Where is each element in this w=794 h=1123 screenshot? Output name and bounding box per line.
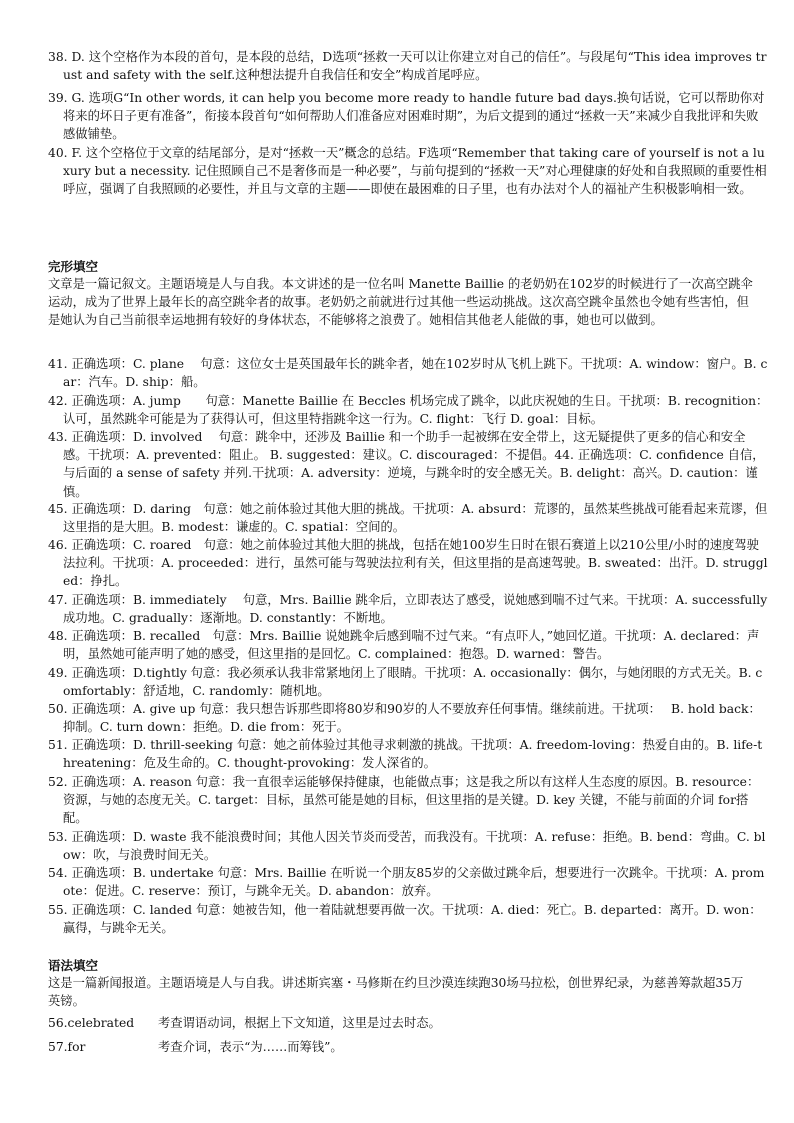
cloze-heading: 完形填空 (48, 259, 99, 274)
cloze-item-42: 42. 正确选项：A. jump 句意：Manette Baillie 在 Beccles 机场完成了跳伞，以此庆祝她的生日。干扰项：B. recognition：认可，虽然跳伞可能是为了获得认可，但这里特指跳伞这一行为。C. flight：飞行 D. goal：目标。 (48, 394, 769, 427)
cloze-item-52: 52. 正确选项：A. reason 句意：我一直很幸运能够保持健康，也能做点事；这是我之所以有这样人生态度的原因。B. resource：资源，与她的态度无关。C. target：目标，虽然可能是她的目标，但这里指的是关键。D. key 关键，不能与前面的介词 for搭配。 (48, 775, 760, 826)
cloze-item-54: 54. 正确选项：B. undertake 句意：Mrs. Baillie 在听说一个朋友85岁的父亲做过跳伞后，想要进行一次跳伞。干扰项：A. promote：促进。C. reserve：预订，与跳伞无关。D. abandon：放弃。 (48, 866, 765, 899)
grammar-intro: 这是一篇新闻报道。主题语境是人与自我。讲述斯宾塞・马修斯在约旦沙漠连续跑30场马拉松，创世界纪录，为慈善筹款超35万英镑。 (48, 976, 744, 1009)
grammar-answer-key: 56.celebrated (48, 1016, 135, 1030)
grammar-item-56 (48, 1014, 441, 1032)
cloze-item-55: 55. 正确选项：C. landed 句意：她被告知，他一着陆就想要再做一次。干扰项：A. died：死亡。B. departed：离开。D. won：赢得，与跳伞无关。 (48, 903, 762, 936)
cloze-item-45: 45. 正确选项：D. daring 句意：她之前体验过其他大胆的挑战。干扰项：A. absurd：荒谬的，虽然某些挑战可能看起来荒谬，但这里指的是大胆。B. modest：谦虚的。C. spatial：空间的。 (48, 502, 768, 535)
cloze-item-47: 47. 正确选项：B. immediately 句意，Mrs. Baillie 跳伞后，立即表达了感受，说她感到喘不过气来。干扰项：A. successfully 成功地。C. gradually：逐渐地。D. constantly：不断地。 (48, 593, 768, 626)
reading-item-39: 39. G. 选项G“In other words, it can help you become more ready to handle future bad days.换句话说，它可以帮助你对将来的坏日子更有准备”，衔接本段首句“如何帮助人们准备应对困难时期”，为后文提到的通过“拯救一天”来减少自我批评和失败感做铺垫。 (48, 91, 765, 142)
grammar-item-57 (48, 1038, 343, 1056)
grammar-answer-explanation: 考查介词，表示“为……而筹钱”。 (158, 1040, 343, 1054)
cloze-item-53: 53. 正确选项：D. waste 我不能浪费时间；其他人因关节炎而受苦，而我没有。干扰项：A. refuse：拒绝。B. bend：弯曲。C. blow：吹，与浪费时间无关。 (48, 830, 766, 863)
grammar-answer-explanation: 考查谓语动词，根据上下文知道，这里是过去时态。 (158, 1016, 441, 1030)
cloze-item-48: 48. 正确选项：B. recalled 句意：Mrs. Baillie 说她跳伞后感到喘不过气来。“有点吓人，”她回忆道。干扰项：A. declared：声明，虽然她可能声明了她的感受，但这里指的是回忆。C. complained：抱怨。D. warned：警告。 (48, 629, 760, 662)
cloze-item-46: 46. 正确选项：C. roared 句意：她之前体验过其他大胆的挑战，包括在她100岁生日时在银石赛道上以210公里/小时的速度驾驶法拉利。干扰项：A. proceeded：进行，虽然可能与驾驶法拉利有关，但这里指的是高速驾驶。B. sweated：出汗。D. struggled：挣扎。 (48, 538, 768, 589)
grammar-answer-key: 57.for (48, 1040, 86, 1054)
grammar-heading: 语法填空 (48, 958, 99, 973)
cloze-item-41: 41. 正确选项：C. plane 句意：这位女士是英国最年长的跳伞者，她在102岁时从飞机上跳下。干扰项：A. window：窗户。B. car：汽车。D. ship：船。 (48, 357, 768, 390)
reading-item-40: 40. F. 这个空格位于文章的结尾部分，是对“拯救一天”概念的总结。F选项“Remember that taking care of yourself is not a luxury but a necessity. 记住照顾自己不是奢侈而是一种必要”，与前句提到的“拯救一天”对心理健康的好处和自我照顾的重要性相呼应，强调了自我照顾的必要性，并且与文章的主题——即使在最困难的日子里，也有办法对个人的福祉产生积极影响相一致。 (48, 146, 767, 197)
cloze-item-49: 49. 正确选项：D.tightly 句意：我必须承认我非常紧地闭上了眼睛。干扰项：A. occasionally：偶尔，与她闭眼的方式无关。B. comfortably：舒适地，C. randomly：随机地。 (48, 666, 763, 699)
reading-item-38: 38. D. 这个空格作为本段的首句，是本段的总结，D选项“拯救一天可以让你建立对自己的信任”。与段尾句“This idea improves trust and safety with the self.这种想法提升自我信任和安全”构成首尾呼应。 (48, 50, 767, 83)
cloze-item-43: 43. 正确选项：D. involved 句意：跳伞中，还涉及 Baillie 和一个助手一起被绑在安全带上，这无疑提供了更多的信心和安全感。干扰项：A. prevented：阻止。 B. suggested：建议。C. discouraged：不提倡。44. 正确选项：C. confidence 自信，与后面的 a sense of safety 并列.干扰项：A. adversity：逆境，与跳伞时的安全感无关。B. delight：高兴。D. caution：谨慎。 (48, 430, 765, 499)
cloze-item-51: 51. 正确选项：D. thrill-seeking 句意：她之前体验过其他寻求刺激的挑战。干扰项：A. freedom-loving：热爱自由的。B. life-threatening：危及生命的。C. thought-provoking：发人深省的。 (48, 738, 763, 771)
cloze-intro: 文章是一篇记叙文。主题语境是人与自我。本文讲述的是一位名叫 Manette Baillie 的老奶奶在102岁的时候进行了一次高空跳伞运动，成为了世界上最年长的高空跳伞者的故事。老奶奶之前就进行过其他一些运动挑战。这次高空跳伞虽然也令她有些害怕，但是她认为自己当前很幸运地拥有较好的身体状态，不能够将之浪费了。她相信其他老人能做的事，她也可以做到。 (48, 277, 753, 328)
cloze-item-50: 50. 正确选项：A. give up 句意：我只想告诉那些即将80岁和90岁的人不要放弃任何事情。继续前进。干扰项： B. hold back：抑制。C. turn down：拒绝。D. die from：死于。 (48, 702, 761, 735)
